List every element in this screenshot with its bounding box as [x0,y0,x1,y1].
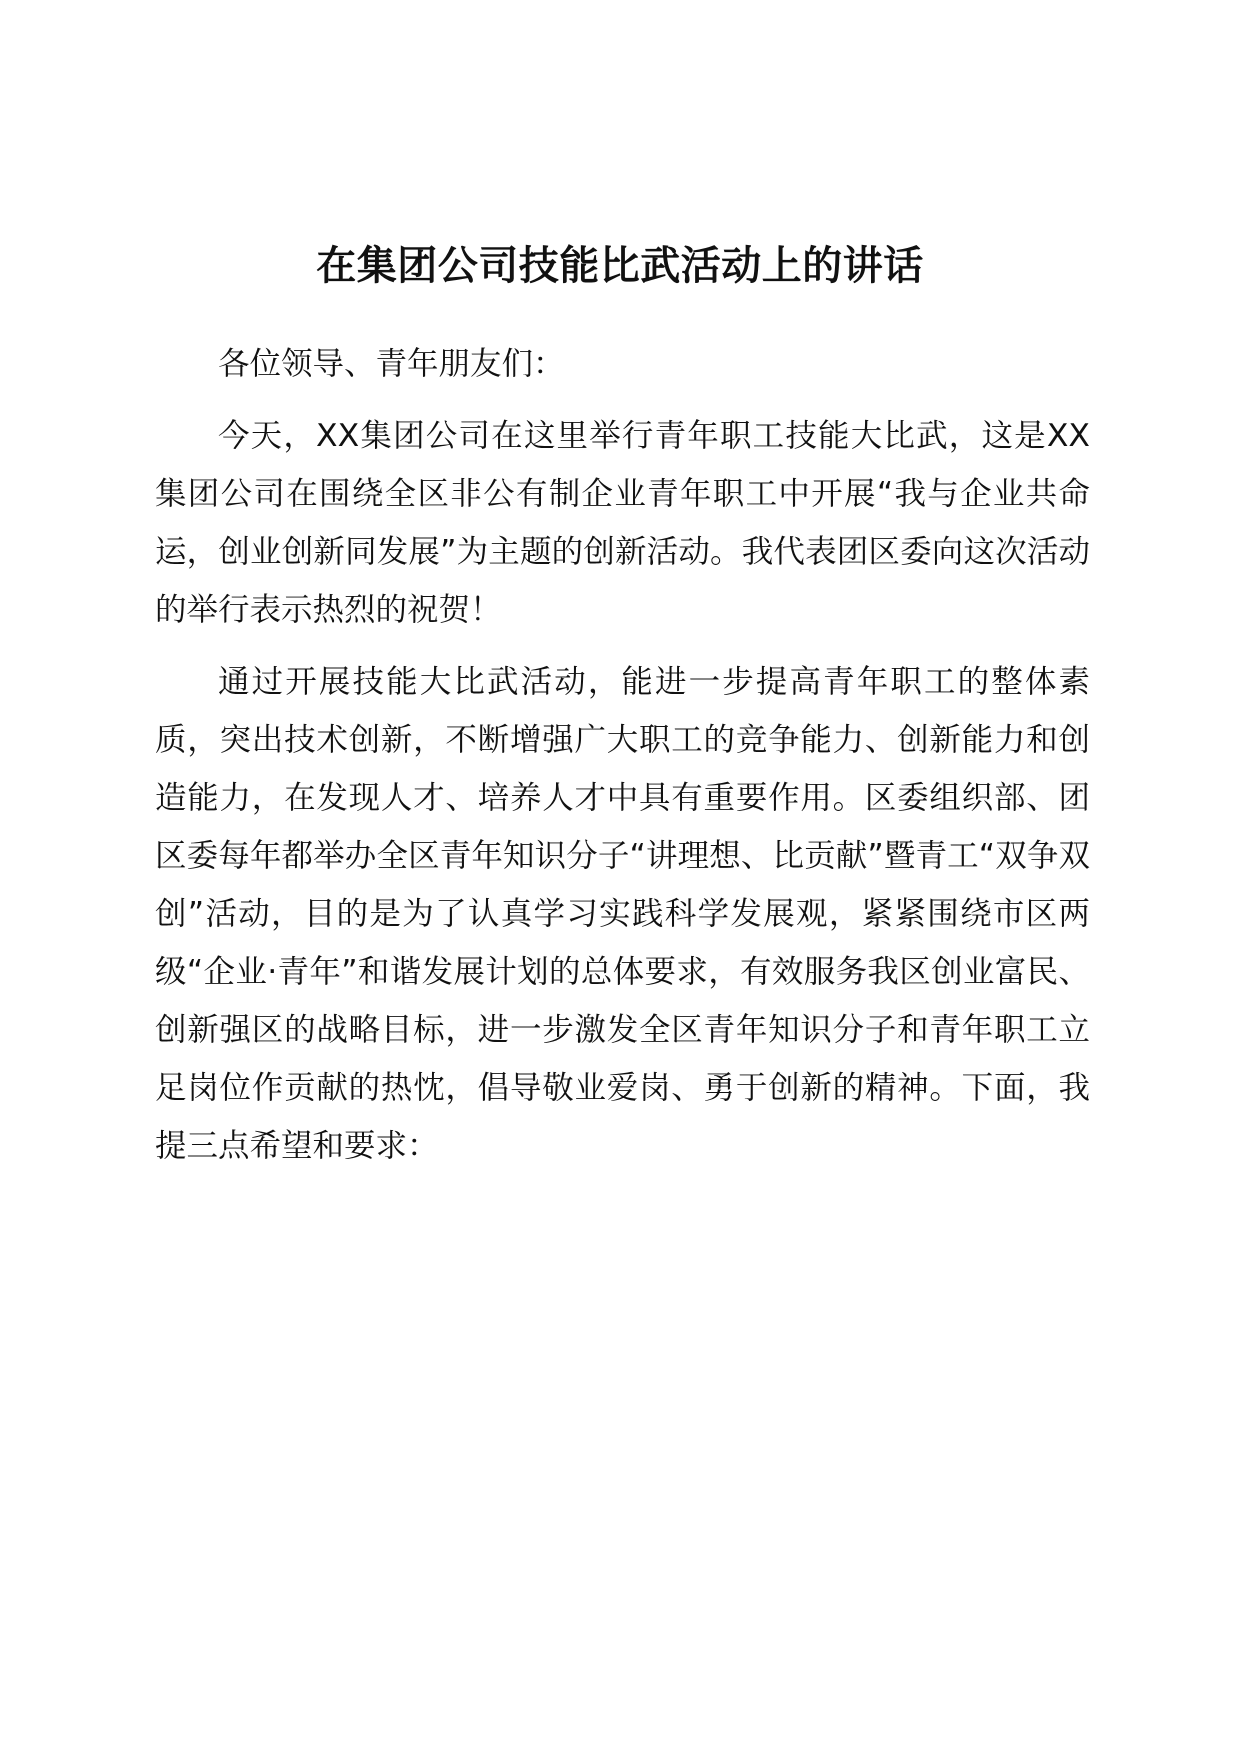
document-title: 在集团公司技能比武活动上的讲话 [316,243,924,289]
paragraph-purpose: 通过开展技能大比武活动，能进一步提高青年职工的整体素质，突出技术创新，不断增强广大职工的竞争能力、创新能力和创造能力，在发现人才、培养人才中具有重要作用。区委组织部、团区委每年都举办全区青年知识分子“讲理想、比贡献”暨青工“双争双创”活动，目的是为了认真学习实践科学发展观，紧紧围绕市区两级“企业·青年”和谐发展计划的总体要求，有效服务我区创业富民、创新强区的战略目标，进一步激发全区青年知识分子和青年职工立足岗位作贡献的热忱，倡导敬业爱岗、勇于创新的精神。下面，我提三点希望和要求： [155,664,1090,1164]
salutation: 各位领导、青年朋友们： [218,346,565,382]
paragraph-opening: 今天，XX集团公司在这里举行青年职工技能大比武，这是XX集团公司在围绕全区非公有制企业青年职工中开展“我与企业共命运，创业创新同发展”为主题的创新活动。我代表团区委向这次活动的举行表示热烈的祝贺！ [155,418,1090,628]
document-body [155,335,1090,1189]
